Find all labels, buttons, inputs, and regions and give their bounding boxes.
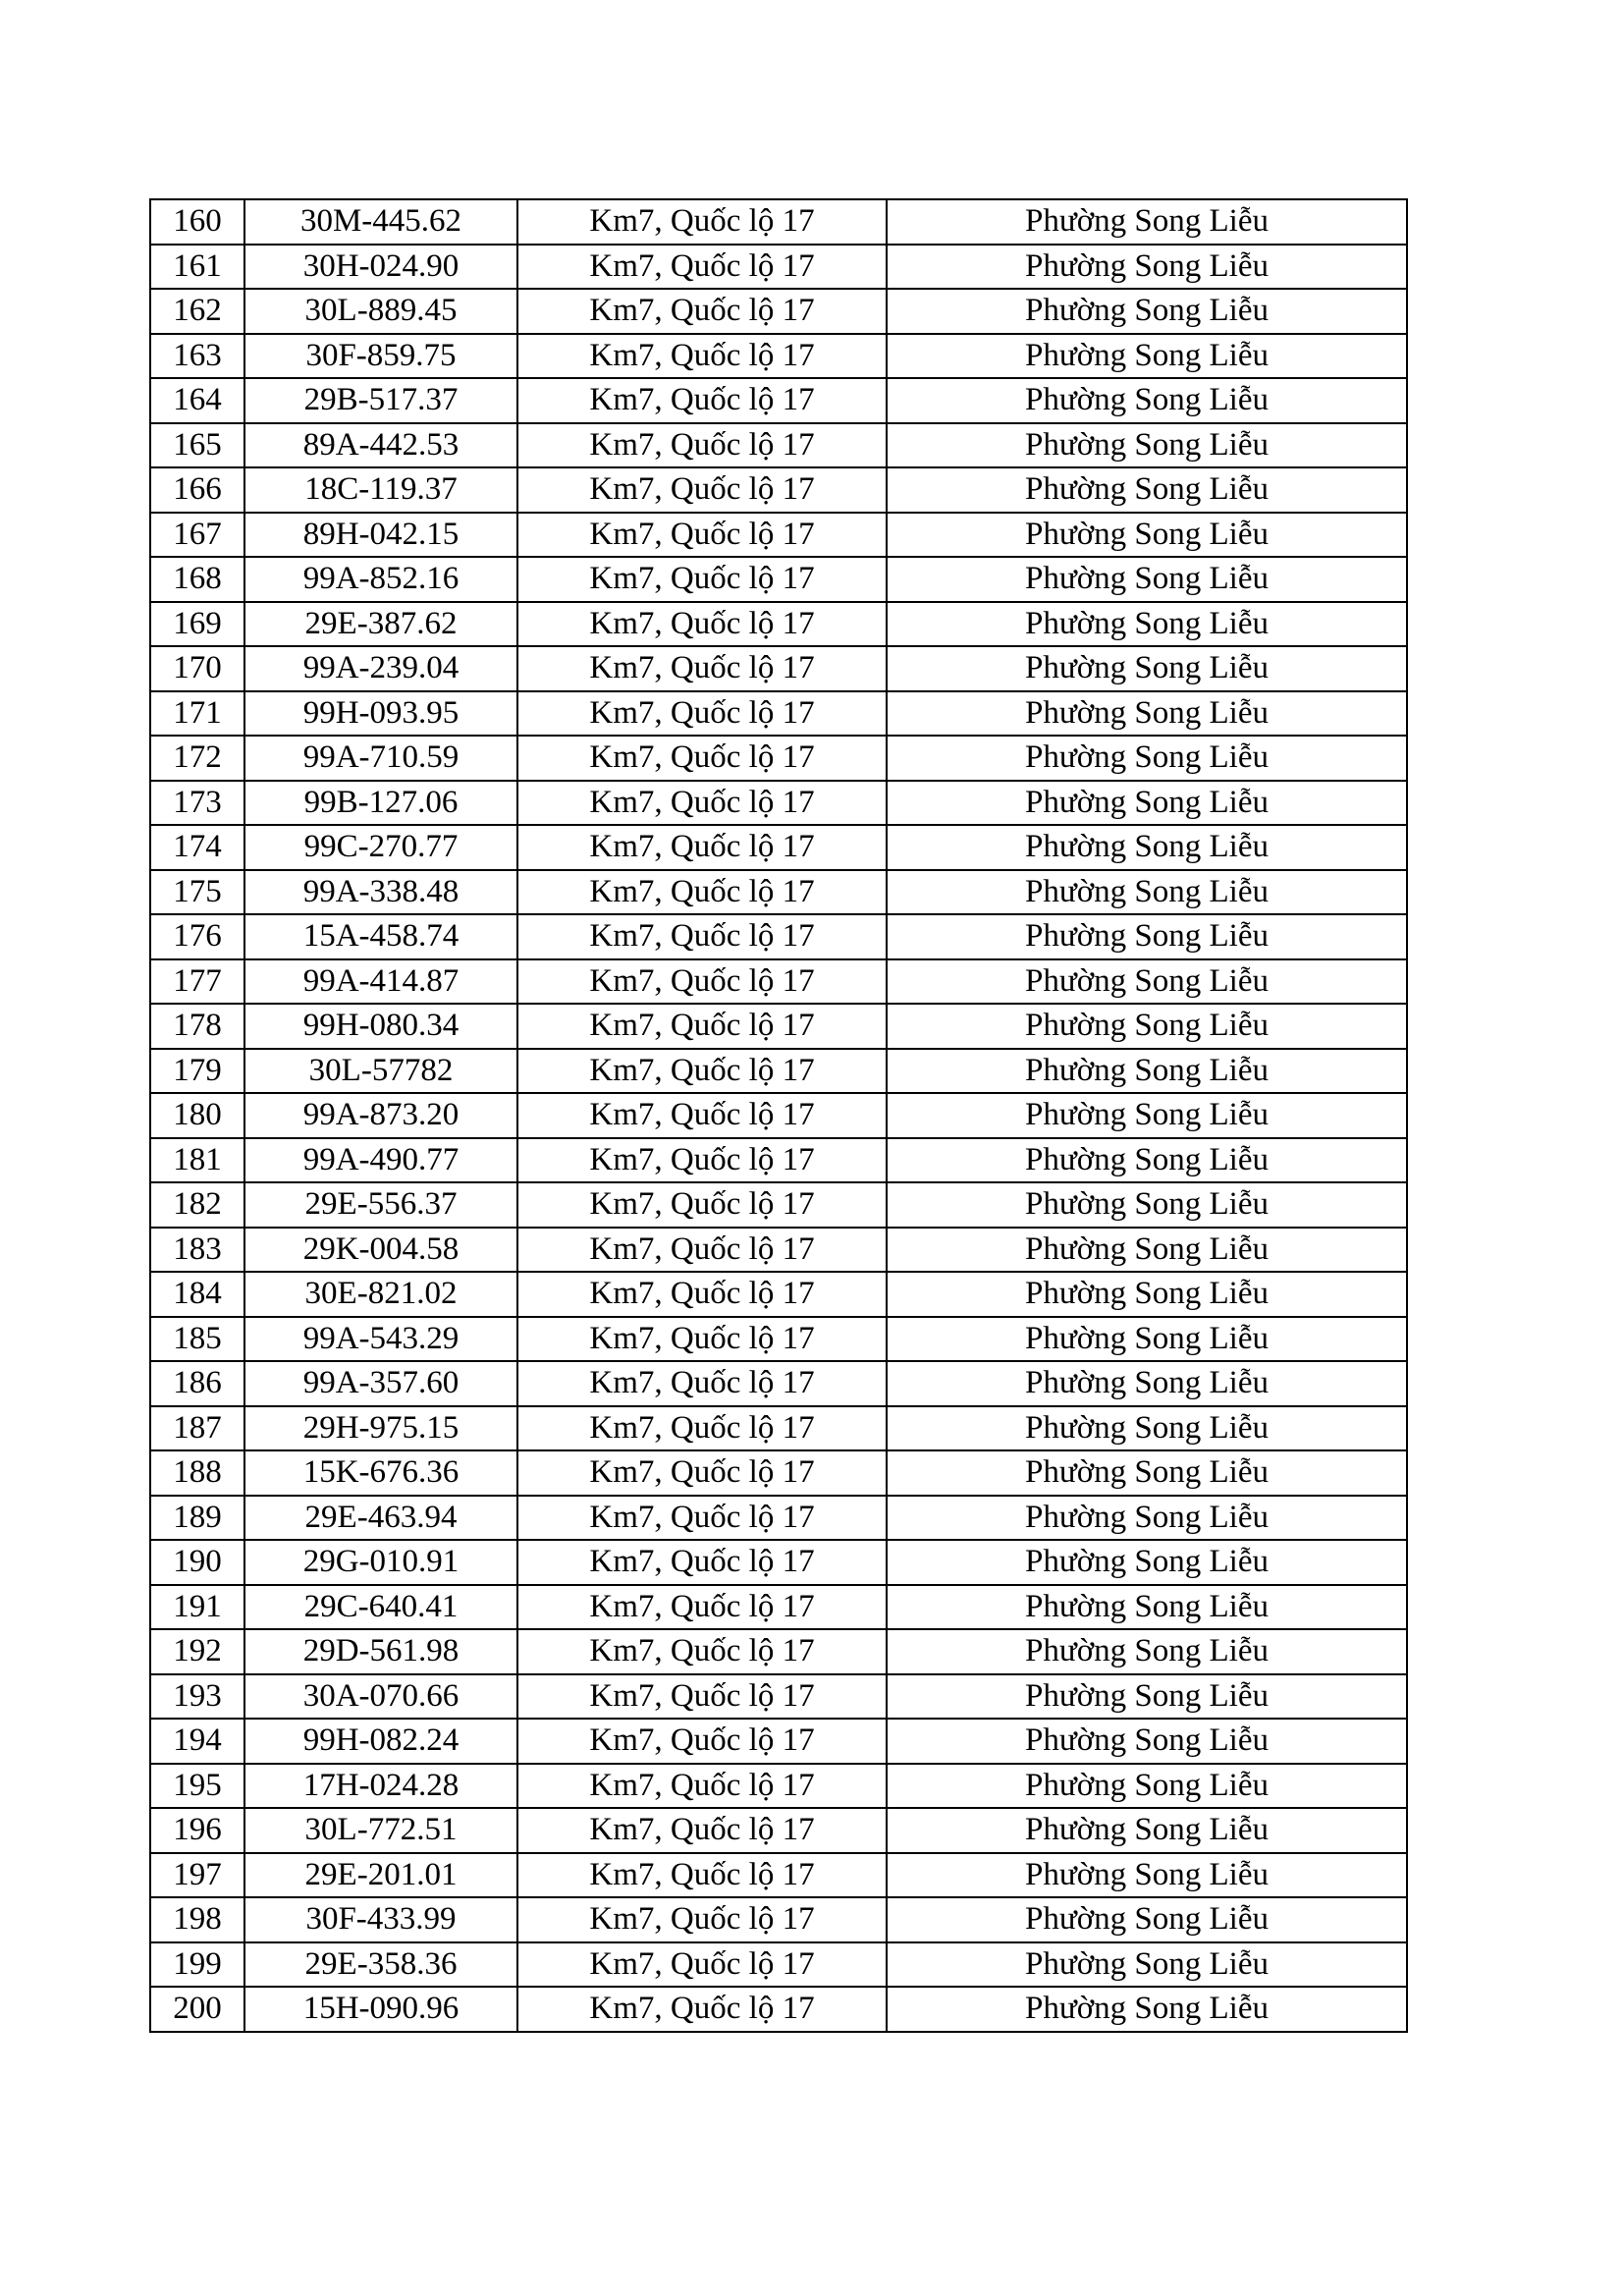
- ward-cell: Phường Song Liễu: [887, 557, 1407, 602]
- row-number-cell: 199: [150, 1942, 244, 1988]
- table-row: [150, 334, 1407, 379]
- table-row: [150, 1987, 1407, 2032]
- license-plate-cell: 29K-004.58: [244, 1228, 517, 1273]
- table-row: [150, 1629, 1407, 1674]
- table-row: [150, 199, 1407, 245]
- license-plate-cell: 29B-517.37: [244, 378, 517, 423]
- license-plate-cell: 29E-358.36: [244, 1942, 517, 1988]
- row-number-cell: 173: [150, 781, 244, 826]
- license-plate-cell: 99A-543.29: [244, 1317, 517, 1362]
- table-row: [150, 1182, 1407, 1228]
- table-row: [150, 1719, 1407, 1764]
- ward-cell: Phường Song Liễu: [887, 825, 1407, 870]
- ward-cell: Phường Song Liễu: [887, 1719, 1407, 1764]
- location-cell: Km7, Quốc lộ 17: [517, 914, 887, 959]
- location-cell: Km7, Quốc lộ 17: [517, 423, 887, 468]
- row-number-cell: 179: [150, 1049, 244, 1094]
- location-cell: Km7, Quốc lộ 17: [517, 1138, 887, 1183]
- ward-cell: Phường Song Liễu: [887, 334, 1407, 379]
- license-plate-cell: 99A-357.60: [244, 1361, 517, 1406]
- location-cell: Km7, Quốc lộ 17: [517, 1719, 887, 1764]
- ward-cell: Phường Song Liễu: [887, 1406, 1407, 1451]
- row-number-cell: 168: [150, 557, 244, 602]
- license-plate-cell: 29D-561.98: [244, 1629, 517, 1674]
- table-row: [150, 1093, 1407, 1138]
- location-cell: Km7, Quốc lộ 17: [517, 1987, 887, 2032]
- table-row: [150, 378, 1407, 423]
- table-row: [150, 1138, 1407, 1183]
- row-number-cell: 174: [150, 825, 244, 870]
- license-plate-cell: 99A-852.16: [244, 557, 517, 602]
- row-number-cell: 162: [150, 289, 244, 334]
- license-plate-cell: 29E-387.62: [244, 602, 517, 647]
- location-cell: Km7, Quốc lộ 17: [517, 467, 887, 513]
- location-cell: Km7, Quốc lộ 17: [517, 1272, 887, 1317]
- table-row: [150, 1496, 1407, 1541]
- row-number-cell: 189: [150, 1496, 244, 1541]
- ward-cell: Phường Song Liễu: [887, 289, 1407, 334]
- location-cell: Km7, Quốc lộ 17: [517, 289, 887, 334]
- ward-cell: Phường Song Liễu: [887, 691, 1407, 737]
- license-plate-cell: 18C-119.37: [244, 467, 517, 513]
- row-number-cell: 184: [150, 1272, 244, 1317]
- ward-cell: Phường Song Liễu: [887, 1853, 1407, 1898]
- license-plate-cell: 30F-433.99: [244, 1897, 517, 1942]
- license-plate-cell: 30L-57782: [244, 1049, 517, 1094]
- table-row: [150, 1049, 1407, 1094]
- table-row: [150, 557, 1407, 602]
- license-plate-cell: 29H-975.15: [244, 1406, 517, 1451]
- license-plate-cell: 99A-490.77: [244, 1138, 517, 1183]
- location-cell: Km7, Quốc lộ 17: [517, 781, 887, 826]
- license-plate-cell: 30L-889.45: [244, 289, 517, 334]
- ward-cell: Phường Song Liễu: [887, 646, 1407, 691]
- location-cell: Km7, Quốc lộ 17: [517, 1450, 887, 1496]
- ward-cell: Phường Song Liễu: [887, 1361, 1407, 1406]
- license-plate-cell: 29E-463.94: [244, 1496, 517, 1541]
- ward-cell: Phường Song Liễu: [887, 914, 1407, 959]
- table-row: [150, 602, 1407, 647]
- table-row: [150, 1540, 1407, 1585]
- license-plate-cell: 89H-042.15: [244, 513, 517, 558]
- license-plate-cell: 30M-445.62: [244, 199, 517, 245]
- ward-cell: Phường Song Liễu: [887, 467, 1407, 513]
- row-number-cell: 183: [150, 1228, 244, 1273]
- license-plate-cell: 29E-201.01: [244, 1853, 517, 1898]
- license-plate-cell: 30F-859.75: [244, 334, 517, 379]
- row-number-cell: 161: [150, 245, 244, 290]
- row-number-cell: 198: [150, 1897, 244, 1942]
- row-number-cell: 190: [150, 1540, 244, 1585]
- row-number-cell: 172: [150, 736, 244, 781]
- ward-cell: Phường Song Liễu: [887, 1942, 1407, 1988]
- location-cell: Km7, Quốc lộ 17: [517, 691, 887, 737]
- table-row: [150, 646, 1407, 691]
- location-cell: Km7, Quốc lộ 17: [517, 245, 887, 290]
- table-row: [150, 1272, 1407, 1317]
- location-cell: Km7, Quốc lộ 17: [517, 557, 887, 602]
- location-cell: Km7, Quốc lộ 17: [517, 1585, 887, 1630]
- table-row: [150, 513, 1407, 558]
- location-cell: Km7, Quốc lộ 17: [517, 1317, 887, 1362]
- row-number-cell: 200: [150, 1987, 244, 2032]
- row-number-cell: 187: [150, 1406, 244, 1451]
- location-cell: Km7, Quốc lộ 17: [517, 1228, 887, 1273]
- location-cell: Km7, Quốc lộ 17: [517, 1629, 887, 1674]
- row-number-cell: 171: [150, 691, 244, 737]
- row-number-cell: 180: [150, 1093, 244, 1138]
- license-plate-cell: 30H-024.90: [244, 245, 517, 290]
- ward-cell: Phường Song Liễu: [887, 959, 1407, 1005]
- location-cell: Km7, Quốc lộ 17: [517, 870, 887, 915]
- ward-cell: Phường Song Liễu: [887, 602, 1407, 647]
- ward-cell: Phường Song Liễu: [887, 378, 1407, 423]
- row-number-cell: 165: [150, 423, 244, 468]
- row-number-cell: 170: [150, 646, 244, 691]
- row-number-cell: 195: [150, 1764, 244, 1809]
- license-plate-cell: 30E-821.02: [244, 1272, 517, 1317]
- table-row: [150, 1764, 1407, 1809]
- ward-cell: Phường Song Liễu: [887, 1450, 1407, 1496]
- table-row: [150, 1674, 1407, 1720]
- location-cell: Km7, Quốc lộ 17: [517, 1540, 887, 1585]
- row-number-cell: 196: [150, 1808, 244, 1853]
- table-row: [150, 1004, 1407, 1049]
- location-cell: Km7, Quốc lộ 17: [517, 736, 887, 781]
- location-cell: Km7, Quốc lộ 17: [517, 1004, 887, 1049]
- license-plate-cell: 99A-414.87: [244, 959, 517, 1005]
- license-plate-cell: 30L-772.51: [244, 1808, 517, 1853]
- location-cell: Km7, Quốc lộ 17: [517, 825, 887, 870]
- ward-cell: Phường Song Liễu: [887, 736, 1407, 781]
- ward-cell: Phường Song Liễu: [887, 1182, 1407, 1228]
- row-number-cell: 186: [150, 1361, 244, 1406]
- row-number-cell: 191: [150, 1585, 244, 1630]
- table-row: [150, 1897, 1407, 1942]
- table-row: [150, 914, 1407, 959]
- table-row: [150, 1361, 1407, 1406]
- license-plate-cell: 99H-082.24: [244, 1719, 517, 1764]
- table-row: [150, 870, 1407, 915]
- table-row: [150, 1228, 1407, 1273]
- row-number-cell: 192: [150, 1629, 244, 1674]
- ward-cell: Phường Song Liễu: [887, 1049, 1407, 1094]
- row-number-cell: 167: [150, 513, 244, 558]
- location-cell: Km7, Quốc lộ 17: [517, 1853, 887, 1898]
- row-number-cell: 182: [150, 1182, 244, 1228]
- location-cell: Km7, Quốc lộ 17: [517, 1406, 887, 1451]
- table-row: [150, 1942, 1407, 1988]
- location-cell: Km7, Quốc lộ 17: [517, 378, 887, 423]
- row-number-cell: 176: [150, 914, 244, 959]
- license-plate-cell: 99A-710.59: [244, 736, 517, 781]
- row-number-cell: 164: [150, 378, 244, 423]
- license-plate-cell: 30A-070.66: [244, 1674, 517, 1720]
- row-number-cell: 181: [150, 1138, 244, 1183]
- license-plate-cell: 89A-442.53: [244, 423, 517, 468]
- location-cell: Km7, Quốc lộ 17: [517, 1049, 887, 1094]
- table-row: [150, 1585, 1407, 1630]
- location-cell: Km7, Quốc lộ 17: [517, 1897, 887, 1942]
- ward-cell: Phường Song Liễu: [887, 1540, 1407, 1585]
- location-cell: Km7, Quốc lộ 17: [517, 1942, 887, 1988]
- row-number-cell: 197: [150, 1853, 244, 1898]
- table-row: [150, 1450, 1407, 1496]
- license-plate-cell: 17H-024.28: [244, 1764, 517, 1809]
- ward-cell: Phường Song Liễu: [887, 1138, 1407, 1183]
- location-cell: Km7, Quốc lộ 17: [517, 602, 887, 647]
- row-number-cell: 160: [150, 199, 244, 245]
- location-cell: Km7, Quốc lộ 17: [517, 646, 887, 691]
- ward-cell: Phường Song Liễu: [887, 1228, 1407, 1273]
- location-cell: Km7, Quốc lộ 17: [517, 334, 887, 379]
- license-plate-cell: 99A-338.48: [244, 870, 517, 915]
- license-plate-cell: 99A-873.20: [244, 1093, 517, 1138]
- ward-cell: Phường Song Liễu: [887, 1629, 1407, 1674]
- license-plate-cell: 99H-080.34: [244, 1004, 517, 1049]
- table-body: [150, 199, 1407, 2032]
- location-cell: Km7, Quốc lộ 17: [517, 1674, 887, 1720]
- license-plate-cell: 99A-239.04: [244, 646, 517, 691]
- ward-cell: Phường Song Liễu: [887, 870, 1407, 915]
- license-plate-cell: 15H-090.96: [244, 1987, 517, 2032]
- table-row: [150, 691, 1407, 737]
- ward-cell: Phường Song Liễu: [887, 1585, 1407, 1630]
- location-cell: Km7, Quốc lộ 17: [517, 1182, 887, 1228]
- license-plate-cell: 15K-676.36: [244, 1450, 517, 1496]
- ward-cell: Phường Song Liễu: [887, 1674, 1407, 1720]
- license-plate-cell: 29G-010.91: [244, 1540, 517, 1585]
- row-number-cell: 185: [150, 1317, 244, 1362]
- location-cell: Km7, Quốc lộ 17: [517, 959, 887, 1005]
- table-row: [150, 289, 1407, 334]
- table-row: [150, 825, 1407, 870]
- location-cell: Km7, Quốc lộ 17: [517, 1093, 887, 1138]
- table-row: [150, 781, 1407, 826]
- table-row: [150, 423, 1407, 468]
- ward-cell: Phường Song Liễu: [887, 199, 1407, 245]
- ward-cell: Phường Song Liễu: [887, 781, 1407, 826]
- row-number-cell: 166: [150, 467, 244, 513]
- row-number-cell: 163: [150, 334, 244, 379]
- row-number-cell: 169: [150, 602, 244, 647]
- ward-cell: Phường Song Liễu: [887, 513, 1407, 558]
- table-row: [150, 959, 1407, 1005]
- row-number-cell: 193: [150, 1674, 244, 1720]
- vehicle-table: [149, 198, 1408, 2033]
- ward-cell: Phường Song Liễu: [887, 1317, 1407, 1362]
- license-plate-cell: 99H-093.95: [244, 691, 517, 737]
- ward-cell: Phường Song Liễu: [887, 1272, 1407, 1317]
- row-number-cell: 194: [150, 1719, 244, 1764]
- license-plate-cell: 99C-270.77: [244, 825, 517, 870]
- location-cell: Km7, Quốc lộ 17: [517, 513, 887, 558]
- row-number-cell: 175: [150, 870, 244, 915]
- table-row: [150, 1808, 1407, 1853]
- ward-cell: Phường Song Liễu: [887, 1496, 1407, 1541]
- ward-cell: Phường Song Liễu: [887, 1093, 1407, 1138]
- ward-cell: Phường Song Liễu: [887, 1764, 1407, 1809]
- license-plate-cell: 99B-127.06: [244, 781, 517, 826]
- table-row: [150, 736, 1407, 781]
- table-row: [150, 1406, 1407, 1451]
- license-plate-cell: 29C-640.41: [244, 1585, 517, 1630]
- row-number-cell: 177: [150, 959, 244, 1005]
- ward-cell: Phường Song Liễu: [887, 423, 1407, 468]
- table-row: [150, 467, 1407, 513]
- row-number-cell: 178: [150, 1004, 244, 1049]
- row-number-cell: 188: [150, 1450, 244, 1496]
- location-cell: Km7, Quốc lộ 17: [517, 1764, 887, 1809]
- ward-cell: Phường Song Liễu: [887, 1897, 1407, 1942]
- location-cell: Km7, Quốc lộ 17: [517, 1496, 887, 1541]
- table-row: [150, 245, 1407, 290]
- table-row: [150, 1317, 1407, 1362]
- location-cell: Km7, Quốc lộ 17: [517, 199, 887, 245]
- ward-cell: Phường Song Liễu: [887, 1808, 1407, 1853]
- table-row: [150, 1853, 1407, 1898]
- ward-cell: Phường Song Liễu: [887, 245, 1407, 290]
- license-plate-cell: 15A-458.74: [244, 914, 517, 959]
- location-cell: Km7, Quốc lộ 17: [517, 1808, 887, 1853]
- location-cell: Km7, Quốc lộ 17: [517, 1361, 887, 1406]
- ward-cell: Phường Song Liễu: [887, 1987, 1407, 2032]
- license-plate-cell: 29E-556.37: [244, 1182, 517, 1228]
- ward-cell: Phường Song Liễu: [887, 1004, 1407, 1049]
